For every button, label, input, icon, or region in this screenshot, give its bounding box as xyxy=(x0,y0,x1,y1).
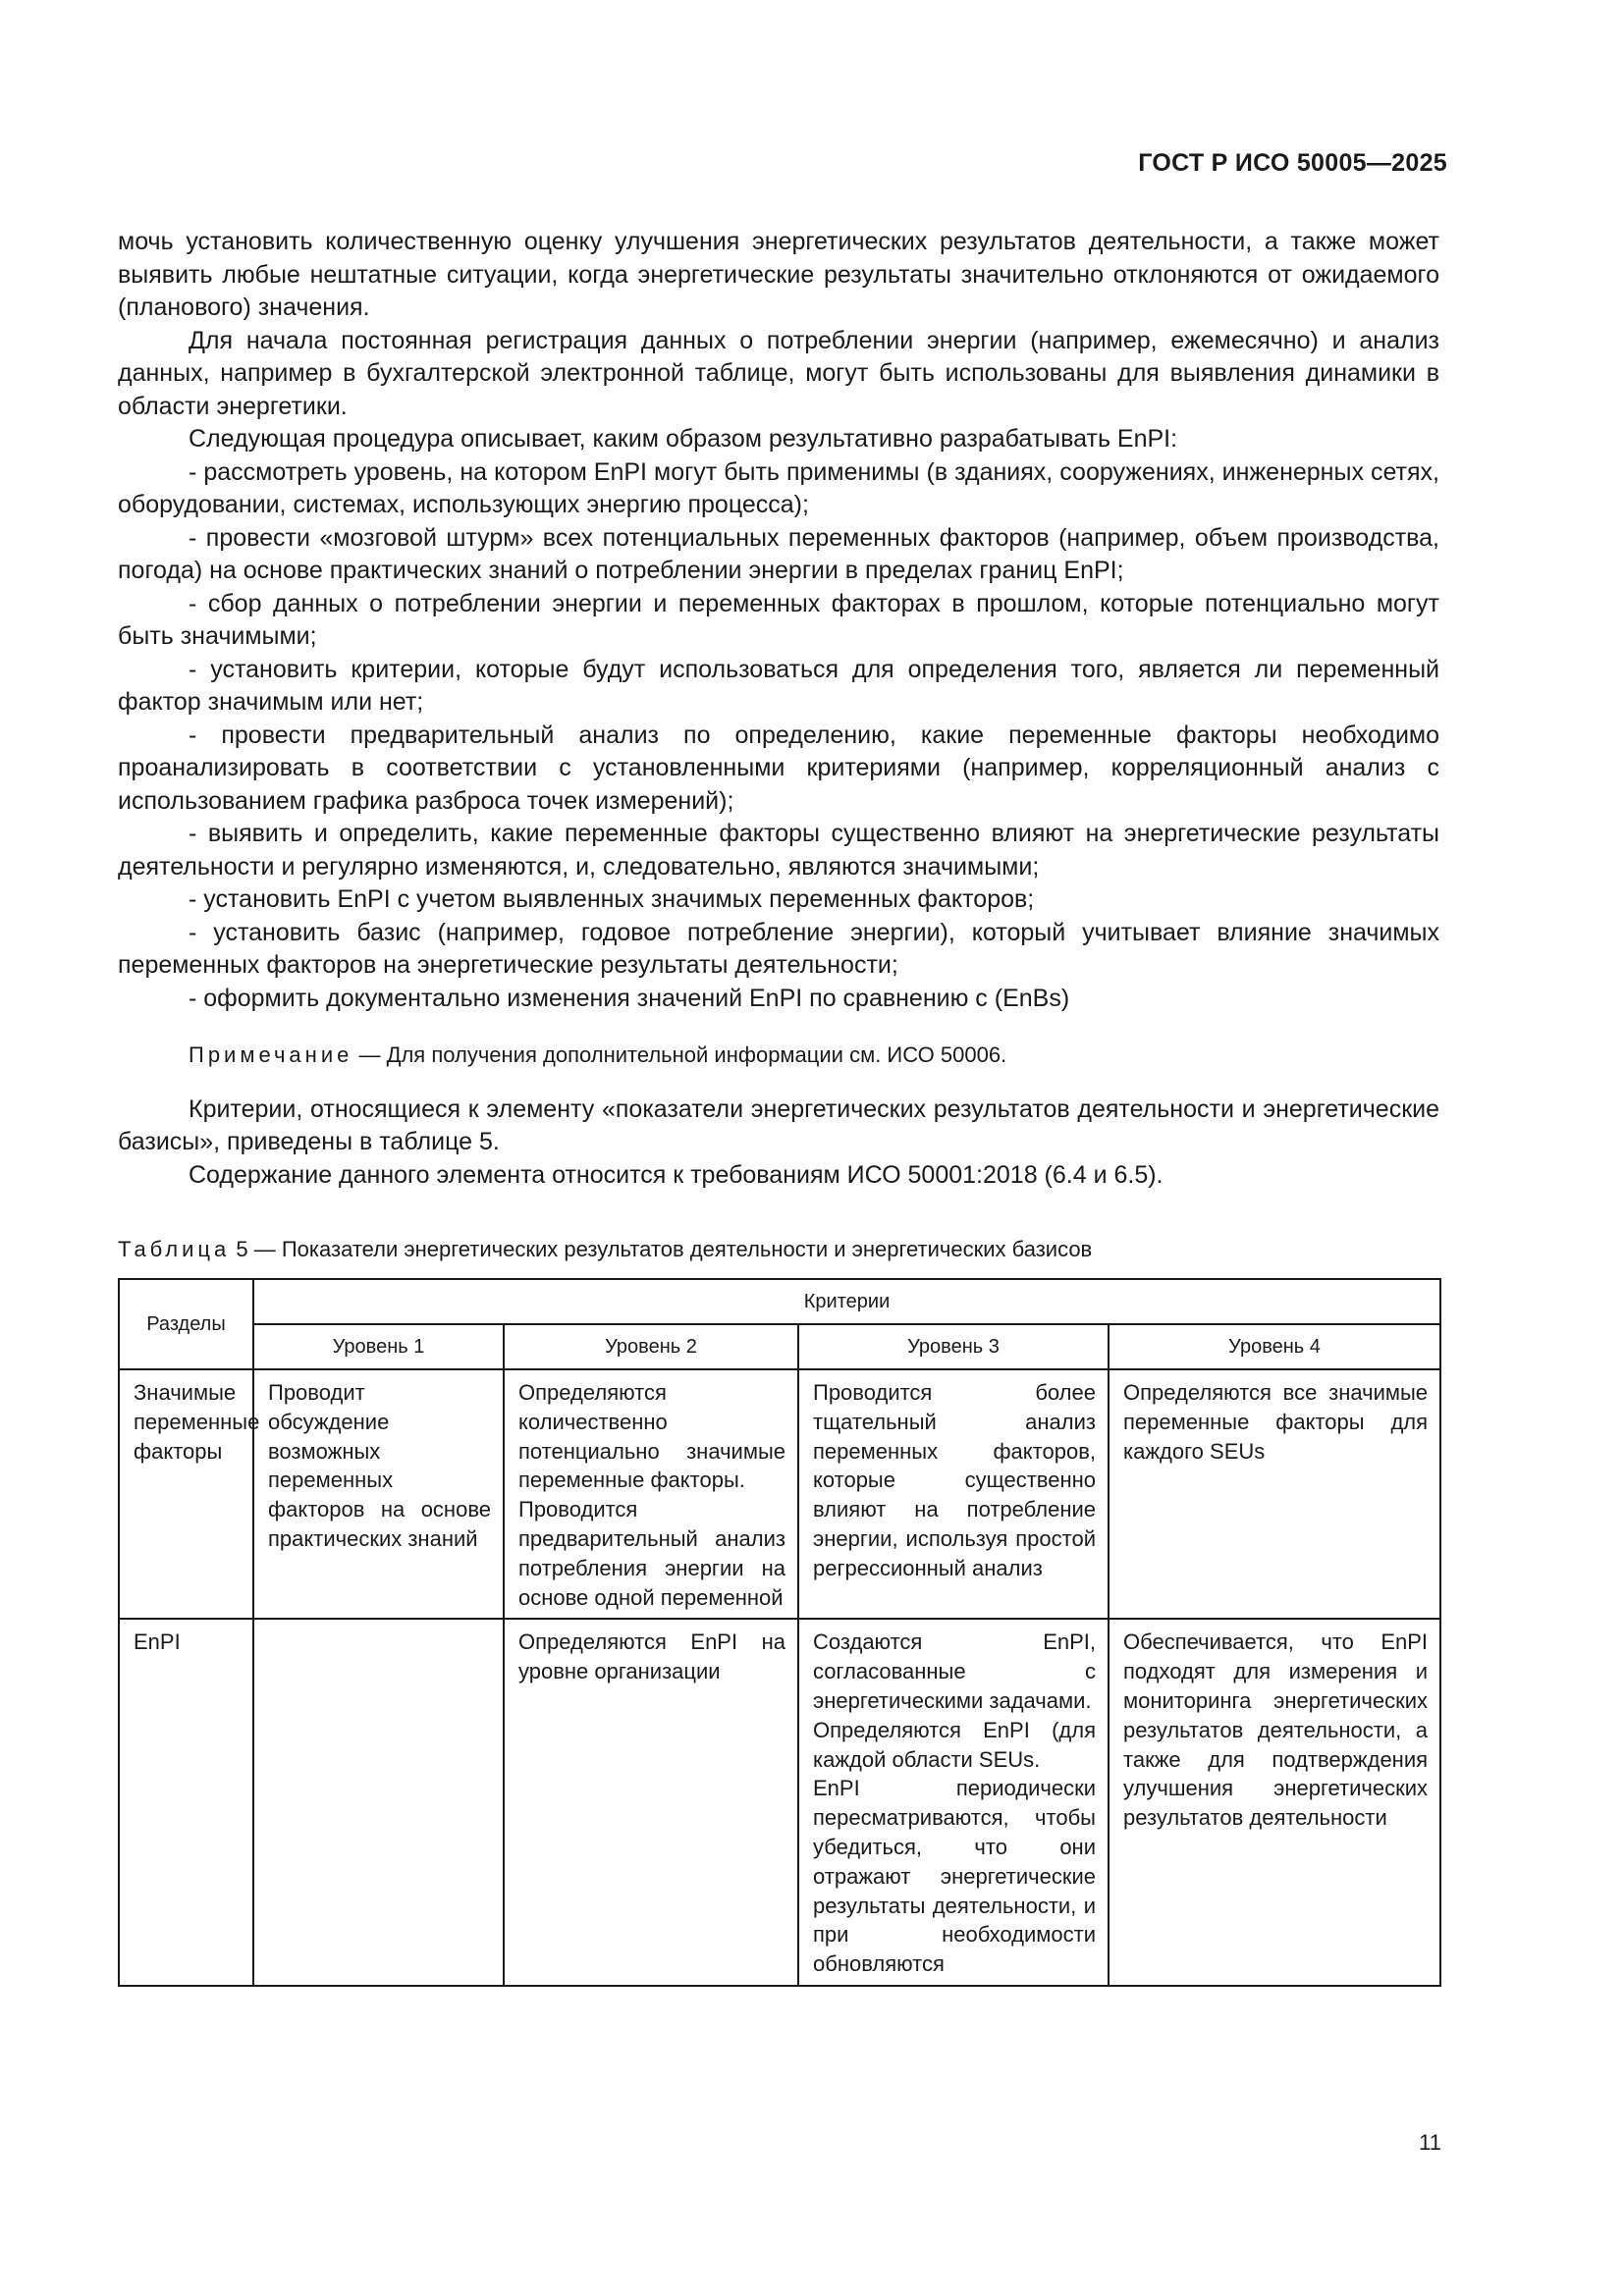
list-item: - установить критерии, которые будут использоваться для определения того, является ли переменный фактор значимым или нет; xyxy=(118,655,1439,716)
paragraph: Следующая процедура описывает, каким образом результативно разрабатывать EnPI: xyxy=(189,425,1178,453)
body-text xyxy=(118,226,1439,1192)
paragraph: мочь установить количественную оценку улучшения энергетических результатов деятельности, а также может выявить любые нештатные ситуации, когда энергетические результаты значительно отклоняются от ожидаемого (планового) значения. xyxy=(118,228,1439,321)
page-number: 11 xyxy=(1419,2130,1441,2155)
list-item: - рассмотреть уровень, на котором EnPI могут быть применимы (в зданиях, сооружениях, инженерных сетях, оборудовании, системах, использующих энергию процесса); xyxy=(118,457,1439,518)
table-cell: Проводит обсуждение возможных переменных факторов на основе практических знаний xyxy=(253,1369,504,1619)
list-item: - выявить и определить, какие переменные факторы существенно влияют на энергетические результаты деятельности и регулярно изменяются, и, следовательно, являются значимыми; xyxy=(118,820,1439,881)
paragraph: Критерии, относящиеся к элементу «показатели энергетических результатов деятельности и энергетические базисы», приведены в таблице 5. xyxy=(118,1095,1439,1155)
table-cell: Создаются EnPI, согласованные с энергетическими задачами. Определяются EnPI (для каждой области SEUs. EnPI периодически пересматриваются, чтобы убедиться, что они отражают энергетические результаты деятельности, и при необходимости обновляются xyxy=(798,1619,1109,1986)
header-sections: Разделы xyxy=(119,1279,253,1369)
list-item: - оформить документально изменения значений EnPI по сравнению с (EnBs) xyxy=(189,984,1070,1012)
paragraph: Содержание данного элемента относится к требованиям ИСО 50001:2018 (6.4 и 6.5). xyxy=(189,1160,1164,1189)
list-item: - провести предварительный анализ по определению, какие переменные факторы необходимо проанализировать в соответствии с установленными критериями (например, корреляционный анализ с использованием графика разброса точек измерений); xyxy=(118,721,1439,815)
note-text: — Для получения дополнительной информации см. ИСО 50006. xyxy=(352,1042,1007,1067)
table-cell xyxy=(253,1619,504,1986)
table-header-row xyxy=(119,1279,1440,1324)
list-item: - установить базис (например, годовое потребление энергии), который учитывает влияние значимых переменных факторов на энергетические результаты деятельности; xyxy=(118,918,1439,979)
list-item: - установить EnPI с учетом выявленных значимых переменных факторов; xyxy=(189,885,1035,913)
table-header-row xyxy=(119,1324,1440,1369)
row-section: EnPI xyxy=(119,1619,253,1986)
table-cell: Обеспечивается, что EnPI подходят для измерения и мониторинга энергетических результатов деятельности, а также для подтверждения улучшения энергетических результатов деятельности xyxy=(1109,1619,1440,1986)
header-level-1: Уровень 1 xyxy=(253,1324,504,1369)
caption-label: Таблица xyxy=(118,1237,231,1261)
table-cell: Определяются EnPI на уровне организации xyxy=(504,1619,798,1986)
table-row xyxy=(119,1369,1440,1619)
header-level-4: Уровень 4 xyxy=(1109,1324,1440,1369)
list-item: - провести «мозговой штурм» всех потенциальных переменных факторов (например, объем производства, погода) на основе практических знаний о потреблении энергии в пределах границ EnPI; xyxy=(118,523,1439,584)
note xyxy=(118,1039,1439,1072)
note-label: Примечание xyxy=(189,1042,353,1067)
header-level-3: Уровень 3 xyxy=(798,1324,1109,1369)
row-section: Значимые переменные факторы xyxy=(119,1369,253,1619)
table-cell: Определяются все значимые переменные факторы для каждого SEUs xyxy=(1109,1369,1440,1619)
table-row xyxy=(119,1619,1440,1986)
caption-text: 5 — Показатели энергетических результатов деятельности и энергетических базисов xyxy=(230,1237,1093,1261)
list-item: - сбор данных о потреблении энергии и переменных факторах в прошлом, которые потенциально могут быть значимыми; xyxy=(118,589,1439,650)
criteria-table xyxy=(118,1278,1441,1987)
table-caption xyxy=(118,1237,1092,1262)
header-level-2: Уровень 2 xyxy=(504,1324,798,1369)
table-cell: Проводится более тщательный анализ переменных факторов, которые существенно влияют на потребление энергии, используя простой регрессионный анализ xyxy=(798,1369,1109,1619)
table-cell: Определяются количественно потенциально значимые переменные факторы. Проводится предварительный анализ потребления энергии на основе одной переменной xyxy=(504,1369,798,1619)
header-criteria: Критерии xyxy=(253,1279,1440,1324)
paragraph: Для начала постоянная регистрация данных о потреблении энергии (например, ежемесячно) и анализ данных, например в бухгалтерской электронной таблице, могут быть использованы для выявления динамики в области энергетики. xyxy=(118,326,1439,420)
standard-header: ГОСТ Р ИСО 50005—2025 xyxy=(1138,149,1447,177)
